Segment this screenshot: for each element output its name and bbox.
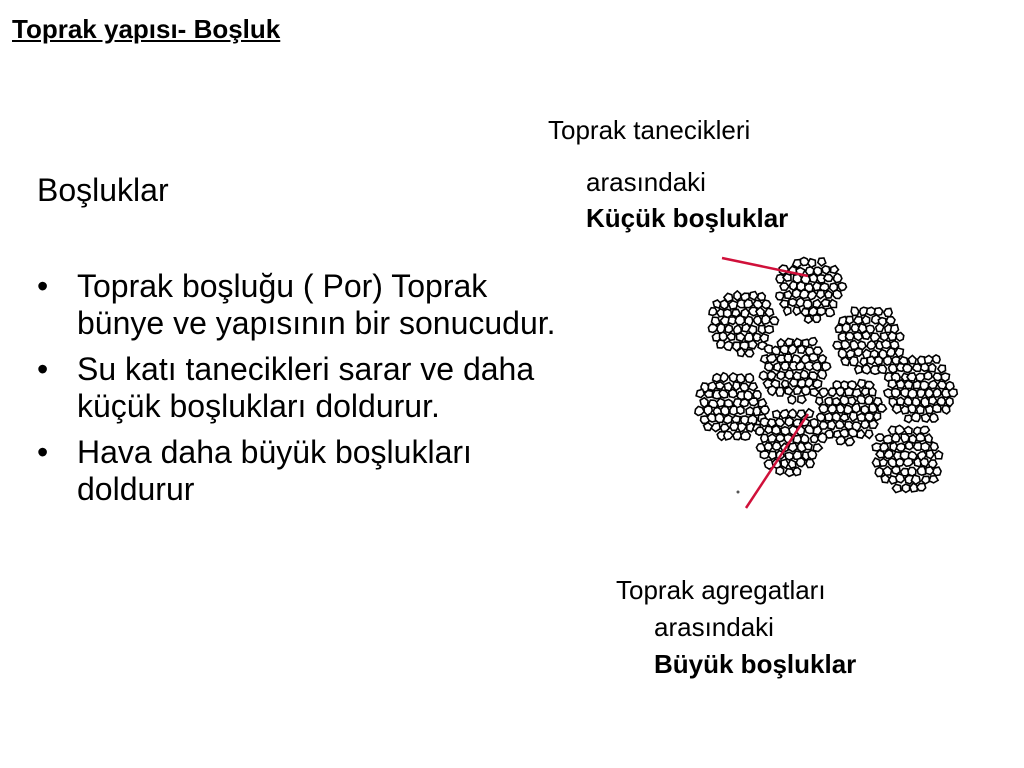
soil-particle (937, 397, 945, 405)
soil-particle (892, 484, 901, 492)
soil-particle (822, 362, 831, 371)
soil-particle (776, 292, 784, 300)
soil-particle (896, 443, 905, 451)
soil-particle (760, 406, 769, 415)
soil-particle (741, 432, 750, 440)
soil-particle (908, 389, 917, 398)
soil-particle (809, 354, 818, 362)
soil-particle (801, 370, 809, 379)
soil-particle (695, 406, 704, 415)
soil-particle (772, 426, 780, 435)
soil-particle (776, 275, 784, 284)
soil-particle (846, 316, 854, 324)
soil-particle (883, 466, 892, 475)
soil-particle (865, 430, 873, 438)
soil-particle (745, 374, 753, 383)
soil-aggregate (872, 425, 942, 492)
soil-particle (793, 307, 801, 315)
soil-particle (798, 396, 806, 404)
soil-particle (776, 467, 784, 475)
soil-particle (709, 308, 717, 316)
soil-particle (768, 372, 776, 381)
soil-particle (875, 357, 883, 365)
soil-particle (852, 404, 860, 413)
soil-particle (810, 389, 819, 397)
soil-particle (801, 309, 809, 316)
soil-particle (784, 354, 792, 362)
soil-particle (704, 423, 713, 431)
soil-particle (825, 397, 832, 405)
soil-particle (824, 275, 833, 282)
soil-particle (696, 389, 704, 397)
soil-particle (762, 300, 770, 308)
soil-particle (762, 315, 771, 324)
soil-particle (921, 414, 930, 422)
soil-particle (882, 340, 891, 348)
soil-particle (889, 364, 897, 373)
section-heading: Boşluklar (37, 172, 169, 208)
soil-particle (781, 362, 790, 370)
soil-particle (886, 317, 895, 325)
soil-particle (911, 413, 920, 422)
soil-particle (780, 283, 789, 290)
soil-particle (809, 338, 818, 346)
soil-particle (784, 291, 792, 299)
soil-particle (745, 350, 754, 357)
soil-particle (736, 333, 745, 341)
soil-particle (765, 363, 773, 371)
soil-particle (933, 404, 941, 412)
soil-particle (713, 374, 721, 382)
stray-dot (737, 491, 740, 494)
soil-particle (895, 348, 903, 357)
bullet-list (37, 268, 577, 517)
soil-particle (888, 380, 896, 388)
soil-particle (867, 341, 876, 350)
soil-particle (793, 468, 801, 476)
soil-particle (774, 362, 781, 371)
slide-title: Toprak yapısı- Boşluk (12, 14, 281, 44)
soil-particle (772, 346, 780, 354)
soil-particle (902, 484, 909, 492)
soil-particle (917, 466, 925, 475)
soil-particle (930, 442, 938, 451)
soil-particle (822, 266, 830, 274)
soil-particle (905, 442, 913, 450)
soil-particle (817, 307, 825, 315)
soil-particle (764, 443, 772, 451)
soil-particle (721, 300, 729, 309)
soil-particle (829, 300, 837, 308)
soil-particle (869, 404, 877, 413)
soil-particle (813, 282, 821, 291)
soil-particle (813, 444, 822, 452)
soil-particle (753, 407, 760, 416)
soil-particle (813, 380, 822, 389)
soil-particle (819, 405, 828, 413)
soil-particle (802, 386, 810, 395)
soil-particle (851, 307, 859, 315)
soil-particle (769, 317, 778, 325)
soil-particle (869, 387, 876, 395)
soil-particle (849, 412, 857, 421)
soil-particle (921, 364, 929, 372)
soil-particle (861, 420, 869, 428)
soil-particle (875, 467, 883, 476)
soil-particle (733, 432, 741, 440)
soil-particle (862, 316, 870, 325)
soil-particle (734, 325, 742, 334)
soil-particle (773, 442, 781, 450)
soil-particle (758, 293, 766, 301)
soil-particle (828, 388, 836, 396)
soil-aggregate (884, 355, 958, 423)
soil-particle (788, 395, 796, 404)
soil-particle (804, 442, 812, 449)
soil-particle (759, 371, 767, 380)
soil-particle (941, 373, 949, 381)
soil-particle (767, 354, 777, 362)
small-pores-label-line2: arasındaki (586, 167, 706, 197)
soil-particle (841, 341, 850, 349)
soil-particle (819, 388, 828, 397)
soil-particle (789, 299, 797, 307)
soil-particle (796, 458, 805, 467)
soil-particle (749, 383, 758, 391)
soil-particle (916, 434, 925, 442)
soil-particle (903, 458, 913, 466)
soil-particle (892, 389, 900, 398)
soil-particle (836, 420, 845, 428)
soil-particle (818, 433, 827, 443)
soil-particle (892, 433, 900, 442)
soil-particle (933, 355, 940, 363)
soil-particle (949, 389, 958, 397)
small-pores-label-line1: Toprak tanecikleri (548, 115, 751, 145)
soil-particle (796, 298, 804, 307)
soil-particle (750, 292, 758, 301)
soil-particle (896, 474, 905, 483)
soil-particle (724, 341, 733, 350)
soil-particle (813, 300, 821, 308)
large-pores-label-line3: Büyük boşluklar (654, 649, 857, 679)
soil-particle (920, 381, 928, 390)
soil-particle (930, 413, 938, 422)
soil-particle (933, 467, 941, 475)
soil-particle (719, 390, 728, 398)
large-pores-label-line2: arasındaki (654, 612, 774, 642)
soil-particle (724, 431, 733, 440)
soil-particle (760, 334, 768, 343)
soil-particle (785, 417, 793, 426)
soil-particle (711, 423, 720, 431)
soil-aggregate (776, 257, 847, 323)
soil-particle (727, 333, 735, 340)
soil-particle (784, 307, 791, 315)
soil-particle (788, 345, 797, 355)
soil-particle (855, 365, 862, 373)
soil-particle (920, 426, 929, 434)
soil-particle (737, 406, 744, 414)
soil-particle (708, 324, 717, 332)
soil-particle (938, 365, 946, 373)
soil-particle (908, 355, 916, 363)
soil-particle (929, 397, 937, 405)
soil-particle (808, 259, 816, 268)
soil-particle (876, 434, 885, 441)
soil-particle (850, 357, 859, 366)
large-pores-label (616, 572, 856, 683)
soil-particle (785, 387, 793, 395)
soil-particle (798, 345, 806, 353)
soil-particle (812, 362, 821, 371)
soil-particle (715, 413, 724, 422)
soil-particle (904, 427, 912, 434)
soil-particle (903, 364, 912, 372)
soil-particle (828, 420, 836, 429)
soil-particle (879, 459, 887, 467)
soil-particle (833, 290, 842, 299)
soil-particle (821, 299, 829, 306)
soil-particle (707, 414, 716, 422)
soil-particle (861, 388, 868, 396)
soil-particle (818, 258, 826, 266)
soil-particle (929, 476, 938, 483)
soil-particle (892, 466, 901, 474)
soil-particle (862, 365, 871, 374)
soil-particle (854, 348, 862, 356)
soil-particle (925, 434, 933, 443)
soil-particle (838, 283, 846, 291)
bullet-item: • Toprak boşluğu ( Por) Toprak bünye ve yapısının bir sonucudur. (37, 268, 577, 342)
soil-particle (917, 389, 925, 397)
soil-particle (801, 434, 809, 443)
soil-particle (921, 397, 929, 407)
soil-particle (805, 425, 813, 433)
soil-particle (816, 397, 823, 405)
soil-particle (908, 405, 916, 413)
soil-particle (803, 300, 811, 308)
soil-particle (818, 370, 827, 379)
soil-particle (857, 430, 865, 438)
soil-particle (884, 308, 892, 316)
soil-particle (713, 300, 721, 308)
soil-particle (808, 291, 817, 300)
soil-particle (896, 333, 904, 342)
soil-particle (897, 397, 905, 405)
soil-particle (721, 424, 730, 431)
soil-particle (744, 299, 753, 307)
soil-particle (935, 451, 943, 459)
soil-particle (786, 370, 794, 379)
soil-particle (797, 410, 806, 418)
soil-particle (887, 348, 895, 357)
soil-aggregate (756, 409, 827, 477)
soil-particle (749, 398, 759, 406)
soil-particle (928, 380, 937, 388)
soil-particle (754, 316, 762, 325)
soil-particle (842, 323, 850, 333)
soil-aggregate-illustration (680, 240, 970, 520)
soil-particle (836, 436, 845, 444)
soil-particle (716, 382, 725, 389)
soil-particle (788, 460, 796, 469)
soil-particle (735, 315, 744, 324)
soil-particle (924, 372, 932, 380)
soil-particle (857, 380, 865, 389)
soil-particle (924, 355, 933, 363)
soil-particle (917, 483, 926, 490)
soil-particle (825, 291, 832, 299)
soil-particle (729, 389, 738, 397)
soil-particle (926, 450, 934, 459)
aggregate-clusters (695, 257, 957, 492)
soil-particle (880, 443, 888, 451)
soil-particle (725, 325, 732, 333)
soil-particle (816, 290, 824, 298)
soil-particle (768, 451, 776, 459)
soil-particle (765, 326, 774, 334)
soil-particle (920, 458, 928, 466)
soil-particle (780, 345, 788, 353)
bullet-item: • Su katı tanecikleri sarar ve daha küçük boşlukları doldurur. (37, 351, 577, 425)
bullet-item: • Hava daha büyük boşlukları doldurur (37, 434, 577, 508)
soil-particle (813, 315, 820, 323)
soil-particle (776, 387, 784, 396)
soil-particle (845, 438, 854, 446)
large-pores-label-line1: Toprak agregatları (616, 575, 826, 605)
soil-particle (828, 405, 837, 413)
soil-particle (808, 450, 817, 459)
soil-particle (704, 391, 712, 398)
soil-particle (834, 273, 842, 282)
soil-particle (826, 308, 835, 316)
soil-particle (777, 371, 784, 379)
soil-particle (806, 460, 814, 468)
soil-particle (840, 414, 849, 421)
soil-particle (720, 373, 728, 382)
soil-particle (738, 423, 747, 432)
soil-particle (781, 459, 788, 468)
small-pores-label (548, 112, 788, 236)
soil-particle (768, 386, 777, 395)
soil-particle (831, 266, 839, 274)
soil-particle (921, 443, 929, 451)
soil-particle (929, 364, 936, 372)
soil-particle (942, 405, 950, 414)
soil-particle (938, 381, 947, 389)
soil-particle (874, 308, 882, 316)
soil-particle (878, 404, 887, 412)
soil-particle (805, 316, 813, 323)
soil-particle (878, 365, 887, 373)
soil-particle (836, 388, 844, 396)
soil-particle (734, 291, 741, 301)
small-pores-label-line3: Küçük boşluklar (586, 203, 789, 233)
